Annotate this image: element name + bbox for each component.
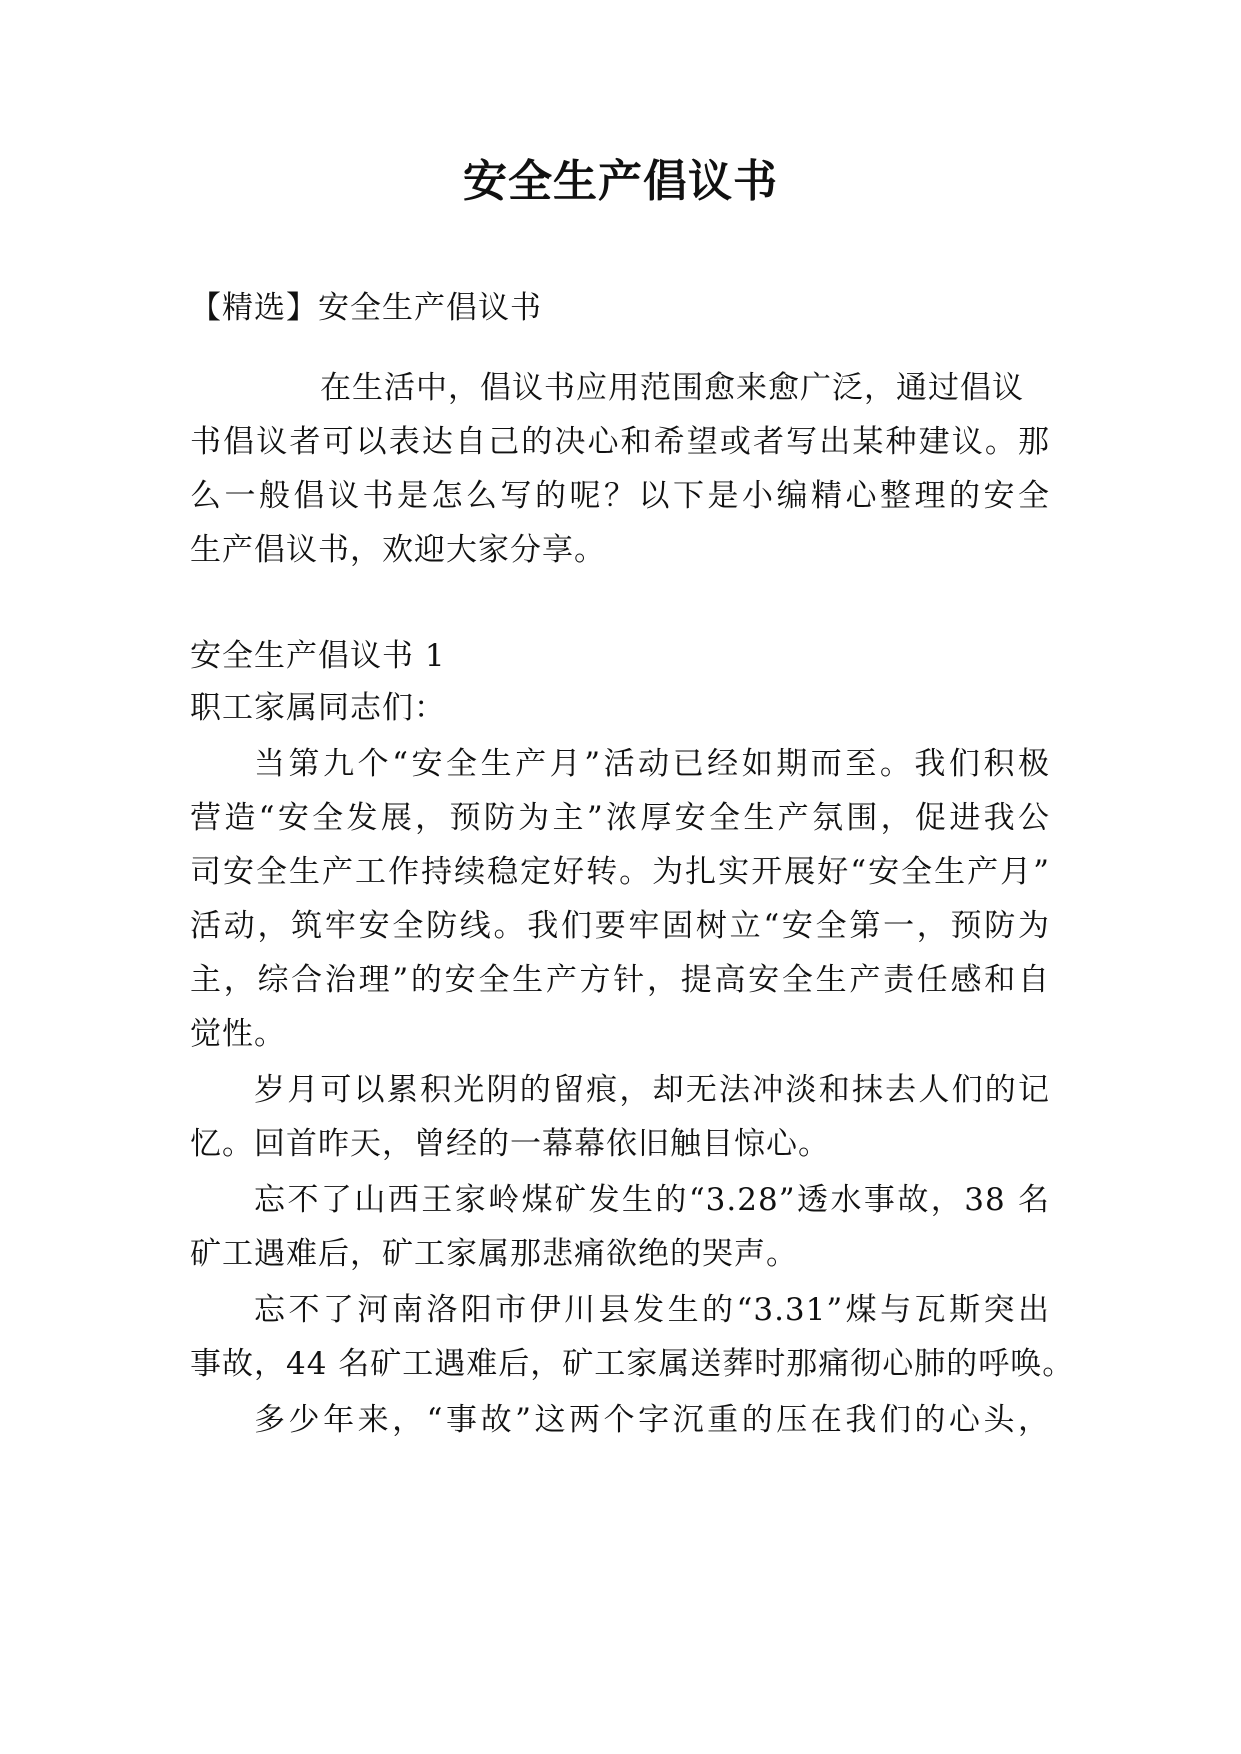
- body-line-5: 主，综合治理”的安全生产方针，提高安全生产责任感和自: [190, 962, 1050, 998]
- body-line-7: 岁月可以累积光阴的留痕，却无法冲淡和抹去人们的记: [254, 1072, 1050, 1108]
- body-line-3: 司安全生产工作持续稳定好转。为扎实开展好“安全生产月”: [190, 854, 1050, 890]
- intro-line-1: 在生活中，倡议书应用范围愈来愈广泛，通过倡议: [320, 370, 1024, 406]
- section-heading: 安全生产倡议书 1: [190, 638, 446, 674]
- body-line-12: 事故，44 名矿工遇难后，矿工家属送葬时那痛彻心肺的呼唤。: [190, 1346, 1075, 1382]
- document-title: 安全生产倡议书: [463, 156, 778, 207]
- body-line-10: 矿工遇难后，矿工家属那悲痛欲绝的哭声。: [190, 1236, 798, 1272]
- intro-line-3: 么一般倡议书是怎么写的呢？以下是小编精心整理的安全: [190, 478, 1050, 514]
- body-line-8: 忆。回首昨天，曾经的一幕幕依旧触目惊心。: [190, 1126, 830, 1162]
- body-line-9: 忘不了山西王家岭煤矿发生的“3.28”透水事故，38 名: [254, 1182, 1050, 1218]
- body-line-1: 当第九个“安全生产月”活动已经如期而至。我们积极: [254, 746, 1050, 782]
- document-subtitle: 【精选】安全生产倡议书: [190, 290, 542, 326]
- body-line-13: 多少年来，“事故”这两个字沉重的压在我们的心头，: [254, 1402, 1050, 1438]
- body-line-6: 觉性。: [190, 1016, 286, 1052]
- body-line-2: 营造“安全发展，预防为主”浓厚安全生产氛围，促进我公: [190, 800, 1050, 836]
- salutation: 职工家属同志们：: [190, 690, 446, 726]
- intro-line-4: 生产倡议书，欢迎大家分享。: [190, 532, 606, 568]
- body-line-11: 忘不了河南洛阳市伊川县发生的“3.31”煤与瓦斯突出: [254, 1292, 1050, 1328]
- intro-line-2: 书倡议者可以表达自己的决心和希望或者写出某种建议。那: [190, 424, 1050, 460]
- body-line-4: 活动，筑牢安全防线。我们要牢固树立“安全第一，预防为: [190, 908, 1050, 944]
